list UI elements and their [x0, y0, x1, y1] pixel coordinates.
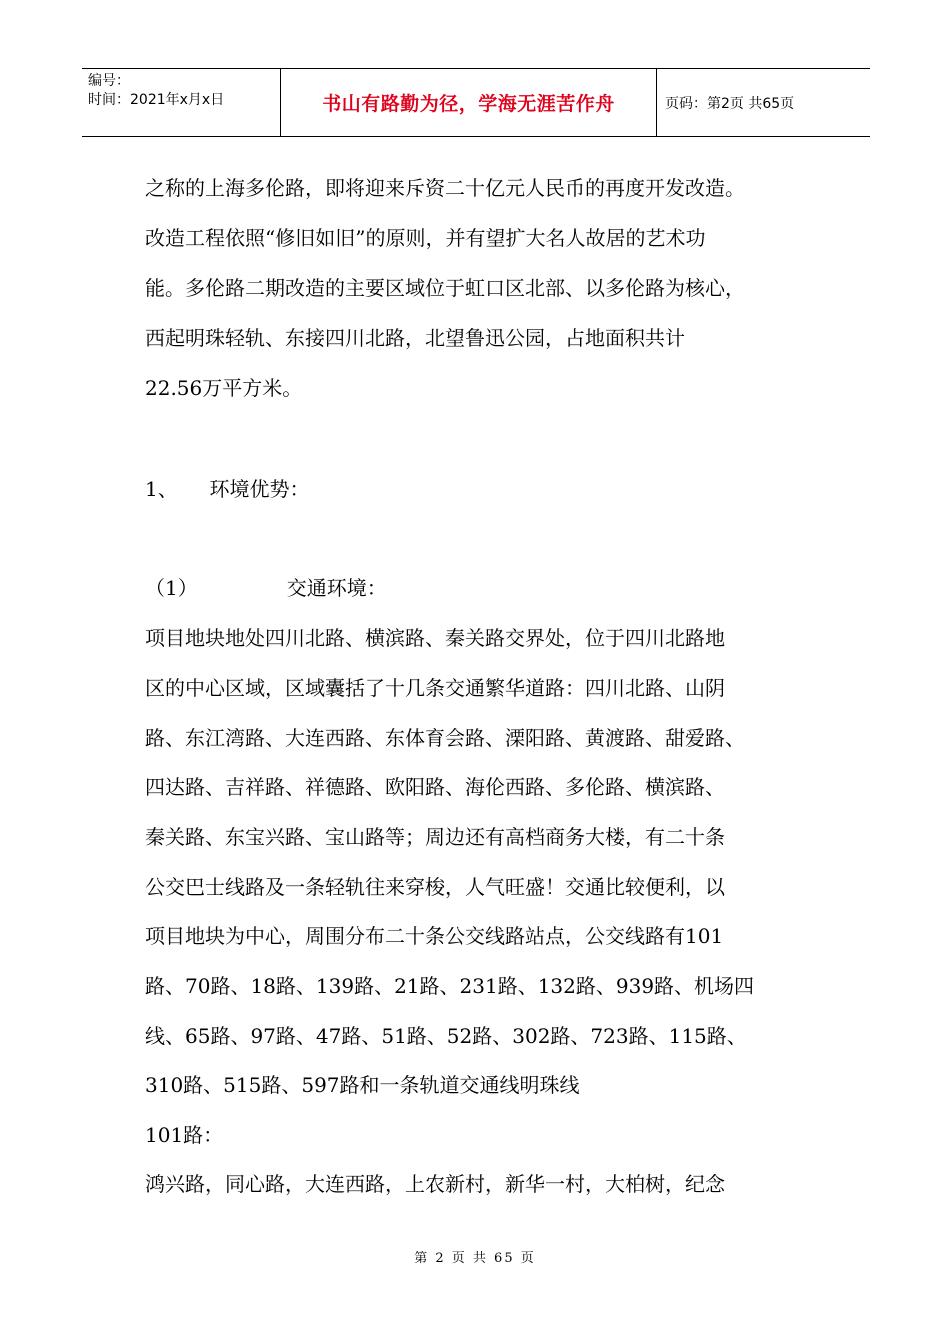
- body-line: 区的中心区域，区域囊括了十几条交通繁华道路：四川北路、山阴: [145, 676, 725, 700]
- body-line: 路、70路、18路、139路、21路、231路、132路、939路、机场四: [145, 974, 755, 998]
- body-line: 秦关路、东宝兴路、宝山路等；周边还有高档商务大楼，有二十条: [145, 825, 725, 849]
- body-line: 项目地块地处四川北路、横滨路、秦关路交界处，位于四川北路地: [145, 626, 725, 650]
- header-motto: 书山有路勤为径，学海无涯苦作舟: [322, 93, 615, 115]
- body-line: 之称的上海多伦路，即将迎来斥资二十亿元人民币的再度开发改造。: [145, 176, 745, 200]
- body-line: 路、东江湾路、大连西路、东体育会路、溧阳路、黄渡路、甜爱路、: [145, 726, 745, 750]
- body-line: 鸿兴路，同心路，大连西路，上农新村，新华一村，大柏树，纪念: [145, 1172, 725, 1196]
- body-line: 西起明珠轻轨、东接四川北路，北望鲁迅公园，占地面积共计: [145, 326, 685, 350]
- body-line: 310路、515路、597路和一条轨道交通线明珠线: [145, 1073, 580, 1097]
- serial-number-label: 编号：: [88, 73, 130, 89]
- body-line: 四达路、吉祥路、祥德路、欧阳路、海伦西路、多伦路、横滨路、: [145, 775, 725, 799]
- body-line: 公交巴士线路及一条轻轨往来穿梭，人气旺盛！交通比较便利，以: [145, 875, 725, 899]
- document-header: [82, 68, 870, 137]
- section-heading: 1、 环境优势：: [145, 477, 310, 501]
- date-label: 时间：2021年x月x日: [88, 92, 225, 108]
- route-heading: 101路：: [145, 1123, 224, 1147]
- body-line: 能。多伦路二期改造的主要区域位于虹口区北部、以多伦路为核心，: [145, 276, 745, 300]
- header-page-info-cell: [657, 69, 870, 136]
- page-footer: 第 2 页 共 65 页: [414, 1251, 536, 1266]
- body-line: 项目地块为中心，周围分布二十条公交线路站点，公交线路有101: [145, 924, 724, 948]
- header-meta: [82, 69, 281, 136]
- header-page-info: 页码：第2页 共65页: [665, 95, 795, 112]
- subsection-heading: （1） 交通环境：: [145, 576, 387, 600]
- body-line: 22.56万平方米。: [145, 376, 303, 400]
- header-motto-cell: [281, 69, 657, 136]
- body-line: 改造工程依照“修旧如旧”的原则，并有望扩大名人故居的艺术功: [145, 226, 706, 250]
- body-line: 线、65路、97路、47路、51路、52路、302路、723路、115路、: [145, 1024, 747, 1048]
